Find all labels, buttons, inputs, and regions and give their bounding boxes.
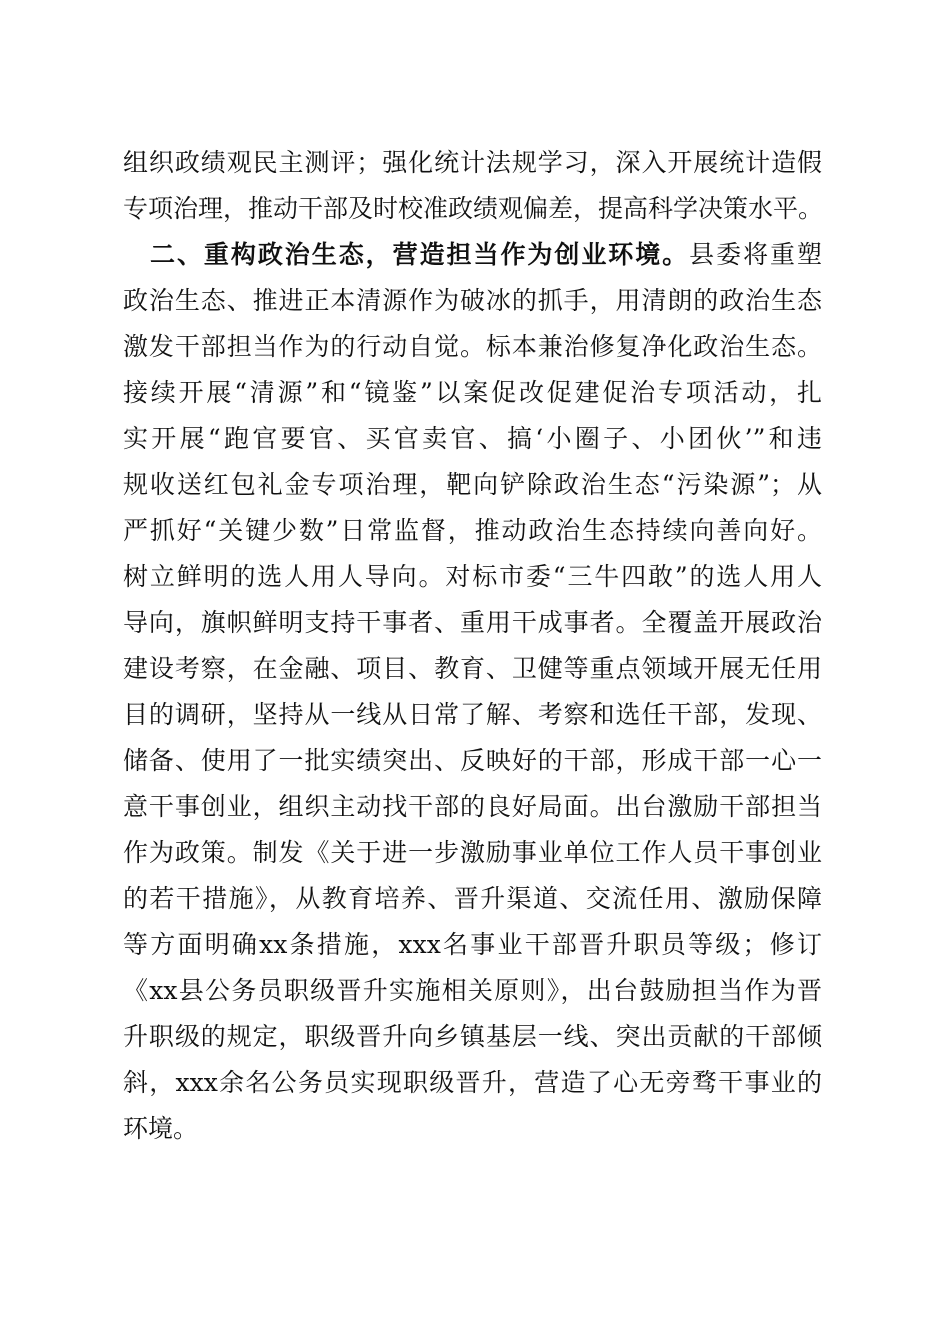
section-heading: 二、重构政治生态，营造担当作为创业环境。	[150, 240, 690, 269]
text-line: 导向，旗帜鲜明支持干事者、重用干成事者。全覆盖开展政治	[123, 608, 822, 637]
section-heading-line	[123, 232, 822, 278]
text-line: 规收送红包礼金专项治理，靶向铲除政治生态“污染源”；从	[123, 470, 822, 499]
text-line: 实开展“跑官要官、买官卖官、搞‘小圈子、小团伙’”和违	[123, 424, 822, 453]
text-line: 专项治理，推动干部及时校准政绩观偏差，提高科学决策水平。	[123, 194, 824, 223]
text-line: 目的调研，坚持从一线从日常了解、考察和选任干部，发现、	[123, 700, 822, 729]
text-line: 组织政绩观民主测评；强化统计法规学习，深入开展统计造假	[123, 148, 822, 177]
text-line: 接续开展“清源”和“镜鉴”以案促改促建促治专项活动，扎	[123, 378, 822, 407]
text-line: 树立鲜明的选人用人导向。对标市委“三牛四敢”的选人用人	[123, 562, 822, 591]
text-fragment: 县委将重塑	[689, 240, 822, 269]
text-line: 升职级的规定，职级晋升向乡镇基层一线、突出贡献的干部倾	[123, 1022, 822, 1051]
text-line: 严抓好“关键少数”日常监督，推动政治生态持续向善向好。	[123, 516, 822, 545]
text-line: 环境。	[123, 1114, 199, 1143]
text-line: 意干事创业，组织主动找干部的良好局面。出台激励干部担当	[123, 792, 822, 821]
text-line: 的若干措施》，从教育培养、晋升渠道、交流任用、激励保障	[123, 884, 822, 913]
text-line: 等方面明确xx条措施，xxx名事业干部晋升职员等级；修订	[123, 930, 822, 959]
text-line: 《xx县公务员职级晋升实施相关原则》，出台鼓励担当作为晋	[123, 976, 822, 1005]
text-line: 激发干部担当作为的行动自觉。标本兼治修复净化政治生态。	[123, 332, 822, 361]
text-line: 作为政策。制发《关于进一步激励事业单位工作人员干事创业	[123, 838, 822, 867]
text-line: 政治生态、推进正本清源作为破冰的抓手，用清朗的政治生态	[123, 286, 822, 315]
text-line: 储备、使用了一批实绩突出、反映好的干部，形成干部一心一	[123, 746, 822, 775]
text-line: 建设考察，在金融、项目、教育、卫健等重点领域开展无任用	[123, 654, 822, 683]
document-page	[123, 140, 822, 1152]
text-line: 斜，xxx余名公务员实现职级晋升，营造了心无旁骛干事业的	[123, 1068, 822, 1097]
